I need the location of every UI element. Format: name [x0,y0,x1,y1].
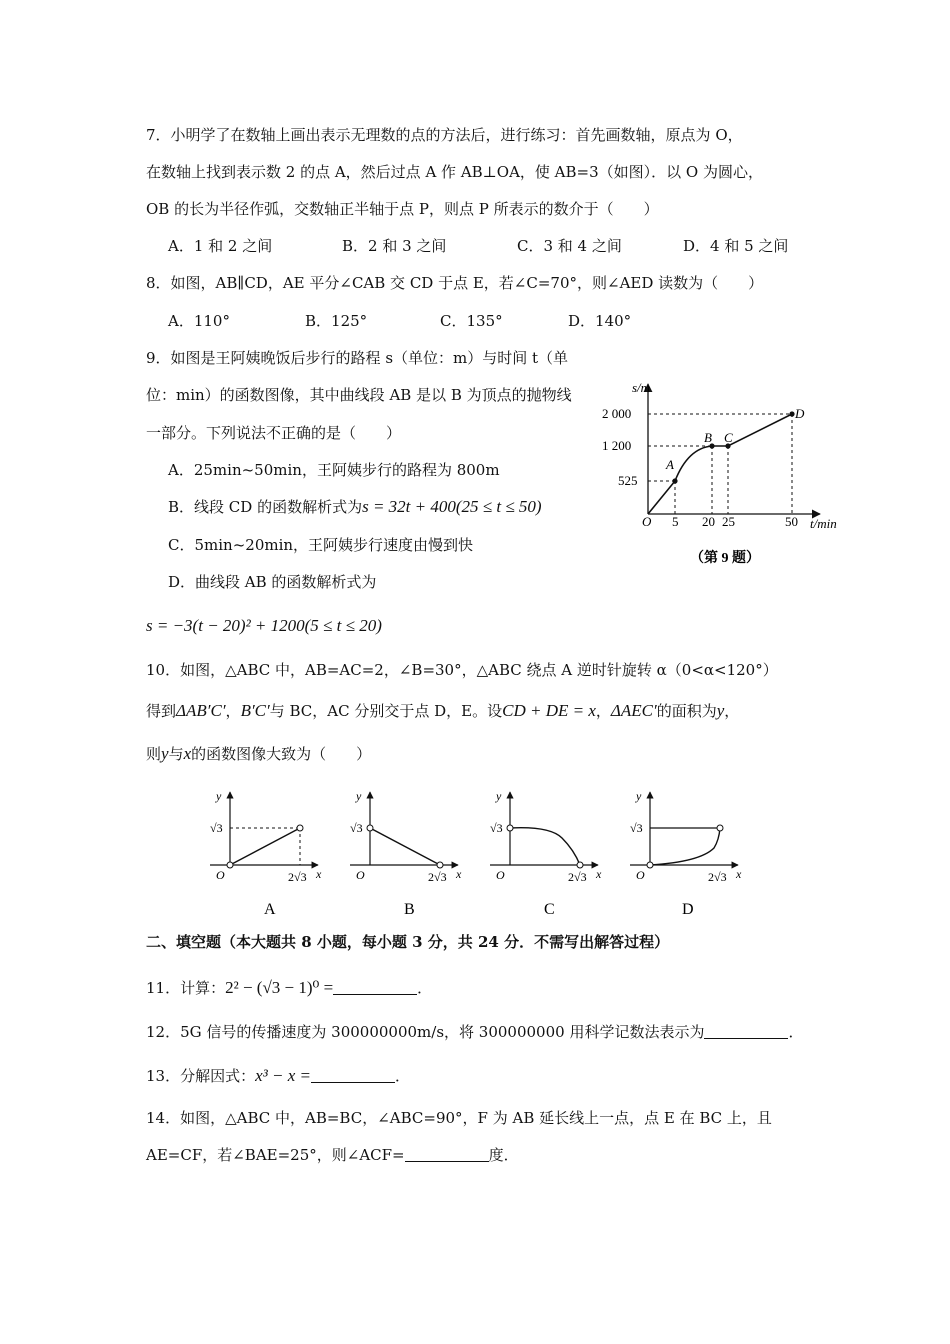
q10-d-x: x [736,867,742,881]
q10-b-ytick: √3 [350,821,363,835]
q9-x-label: t/min [810,516,837,531]
q10-graph-b [350,789,462,918]
q9-y-label: s/m [632,380,651,395]
q10-b-y: y [356,789,362,803]
q11-formula: 2² − (√3 − 1)⁰ = [225,978,334,997]
q10-c-xtick: 2√3 [568,870,587,884]
q10-line-1: 10．如图，△ABC 中，AB=AC=2，∠B=30°，△ABC 绕点 A 逆时针旋转 α（0<α<120°） [146,661,778,679]
q9-option-b-text: B．线段 CD 的函数解析式为 [168,498,363,516]
q9-point-d [789,411,794,416]
q9-xtick-25: 25 [722,514,735,529]
q12: 12．5G 信号的传播速度为 300000000m/s，将 300000000 用科学记数法表示为 ． [146,1023,804,1041]
q8-option-b: B．125° [305,312,368,330]
q9-line-2: 位：min）的函数图像，其中曲线段 AB 是以 B 为顶点的抛物线 [146,386,572,404]
q7-line-3: OB 的长为半径作弧，交数轴正半轴于点 P，则点 P 所表示的数介于（ ） [146,200,659,218]
section-2-heading: 二、填空题（本大题共 8 小题，每小题 3 分，共 24 分．不需写出解答过程） [146,933,670,951]
q9-figure [602,376,858,572]
q9-ytick-2000: 2 000 [602,406,632,421]
q9-caption: （第 9 题） [690,551,760,566]
q9-point-a [672,478,677,483]
q10-a-x: x [316,867,322,881]
q10-c-x: x [596,867,602,881]
q10-graphs [190,788,780,922]
q8-option-c: C．135° [440,312,503,330]
q9-option-b [168,497,542,517]
q7-option-d: D．4 和 5 之间 [683,237,789,255]
q10-a-o: O [216,868,225,882]
q12-answer-blank[interactable] [704,1024,788,1039]
q10-b-xtick: 2√3 [428,870,447,884]
q10-line-3: 则y与x的函数图像大致为（ ） [146,744,372,763]
q9-label-b: B [704,430,712,445]
q14-answer-blank[interactable] [405,1147,489,1162]
q10-d-xtick: 2√3 [708,870,727,884]
q7-option-c: C．3 和 4 之间 [517,237,622,255]
q9-origin: O [642,514,652,529]
q9-option-c: C．5min~20min，王阿姨步行速度由慢到快 [168,536,474,554]
q9-line-3: 一部分。下列说法不正确的是（ ） [146,424,402,442]
q10-c-label: C [544,901,555,918]
q10-a-xtick: 2√3 [288,870,307,884]
q10-d-y: y [636,789,642,803]
q9-label-c: C [724,430,733,445]
q10-graph-c [490,789,602,918]
q9-label-a: A [666,457,674,472]
q7-line-1: 7．小明学了在数轴上画出表示无理数的点的方法后，进行练习：首先画数轴，原点为 O， [146,126,743,144]
q10-line-2: 得到ΔAB′C′，B′C′与 BC，AC 分别交于点 D，E。设CD + DE = x，ΔAEC′的面积为y， [146,701,740,720]
q14-line-2: AE=CF，若∠BAE=25°，则∠ACF= 度． [146,1146,519,1164]
q10-c-o: O [496,868,505,882]
q11: 11．计算：2² − (√3 − 1)⁰ = ． [146,978,433,997]
q10-d-o: O [636,868,645,882]
q8-option-d: D．140° [568,312,632,330]
q10-c-ytick: √3 [490,821,503,835]
q10-a-y: y [216,789,222,803]
q9-line-1: 9．如图是王阿姨晚饭后步行的路程 s（单位：m）与时间 t（单 [146,349,569,367]
q11-answer-blank[interactable] [333,980,417,995]
q8-line-1: 8．如图，AB∥CD，AE 平分∠CAB 交 CD 于点 E，若∠C=70°，则∠AED 读数为（ ） [146,274,764,292]
q10-b-x: x [456,867,462,881]
q7-option-b: B．2 和 3 之间 [342,237,447,255]
q7-option-a: A．1 和 2 之间 [168,237,273,255]
q10-b-o: O [356,868,365,882]
q9-xtick-50: 50 [785,514,798,529]
q9-option-b-formula: s = 32t + 400(25 ≤ t ≤ 50) [362,497,542,516]
q13-formula: x³ − x = [255,1066,311,1085]
q9-ytick-1200: 1 200 [602,438,632,453]
q9-xtick-5: 5 [672,514,679,529]
q13: 13．分解因式：x³ − x = ． [146,1066,410,1085]
q10-graph-a [210,789,322,918]
q14-line-1: 14．如图，△ABC 中，AB=BC，∠ABC=90°，F 为 AB 延长线上一点，点 E 在 BC 上，且 [146,1109,772,1127]
q10-b-label: B [404,901,415,918]
q8-option-a: A．110° [168,312,230,330]
q9-option-d: D．曲线段 AB 的函数解析式为 [168,573,377,591]
q7-line-2: 在数轴上找到表示数 2 的点 A，然后过点 A 作 AB⊥OA，使 AB=3（如图）．以 O 为圆心， [146,163,763,181]
q10-d-ytick: √3 [630,821,643,835]
q9-xtick-20: 20 [702,514,715,529]
q9-option-d-formula: s = −3(t − 20)² + 1200(5 ≤ t ≤ 20) [146,616,382,635]
q9-ytick-525: 525 [618,473,638,488]
q10-c-y: y [496,789,502,803]
q10-a-ytick: √3 [210,821,223,835]
q9-option-a: A．25min~50min，王阿姨步行的路程为 800m [168,461,500,479]
q10-d-label: D [682,901,694,918]
q10-graph-d [630,789,742,918]
q9-label-d: D [795,406,805,421]
q10-a-label: A [264,901,276,918]
q13-answer-blank[interactable] [311,1068,395,1083]
